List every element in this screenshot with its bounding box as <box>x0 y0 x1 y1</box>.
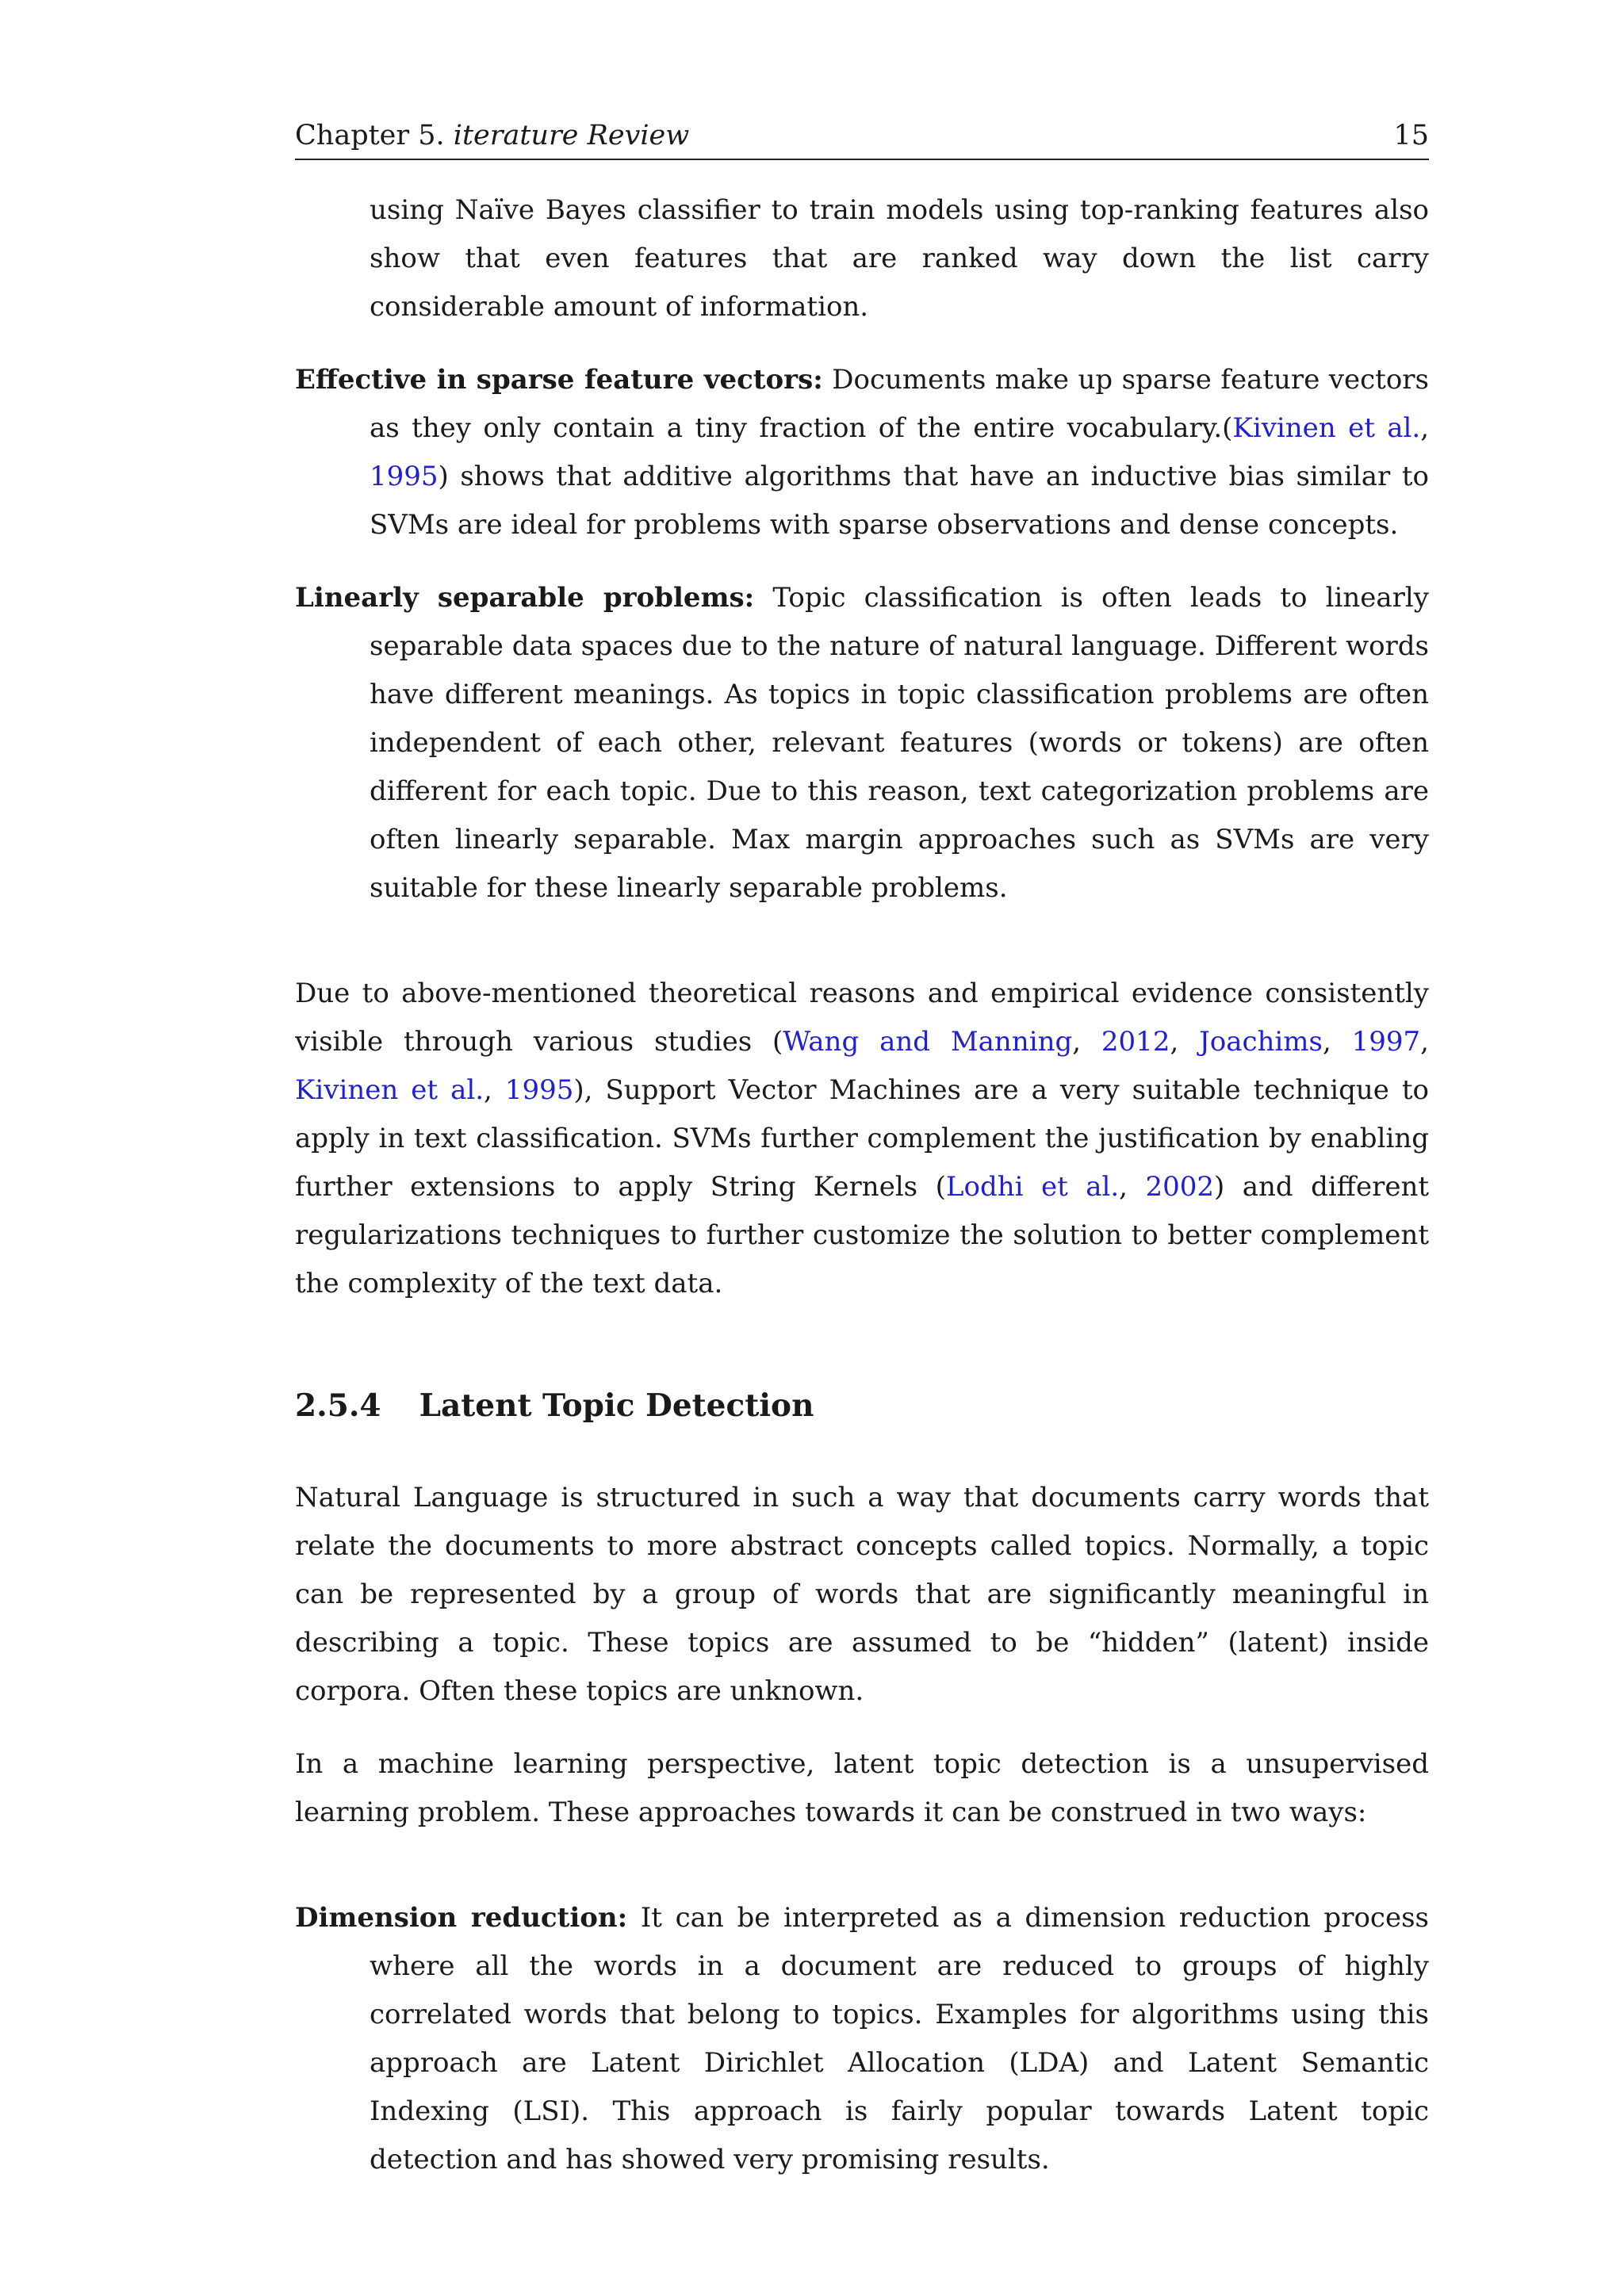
chapter-label <box>295 119 689 152</box>
item-text: It can be interpreted as a dimension reduction process where all the words in a document are reduced to groups of highly correlated words that belong to topics. Examples for algorithms using this approach are Latent Dirichlet Allocation (LDA) and Latent Semantic Indexing (LSI). This approach is fairly popular towards Latent topic detection and has showed very promising results. <box>370 1901 1429 2175</box>
section-heading <box>295 1387 1429 1425</box>
citation-link[interactable]: Kivinen et al. <box>295 1074 485 1106</box>
citation-link[interactable]: Lodhi et al. <box>945 1171 1120 1203</box>
latent-paragraph-1: Natural Language is structured in such a way that documents carry words that relate the documents to more abstract concepts called topics. Normally, a topic can be represented by a group of words that are significantly meaningful in describing a topic. These topics are assumed to be “hidden” (latent) inside corpora. Often these topics are unknown. <box>295 1481 1429 1707</box>
item-term: Linearly separable problems: <box>295 582 755 614</box>
latent-paragraph-2: In a machine learning perspective, latent topic detection is a unsupervised learning problem. These approaches towards it can be construed in two ways: <box>295 1747 1429 1828</box>
citation-year-link[interactable]: 1997 <box>1351 1026 1421 1058</box>
page-number: 15 <box>1393 120 1429 151</box>
section-number: 2.5.4 <box>295 1387 381 1424</box>
continued-paragraph: using Naïve Bayes classifier to train models using top-ranking features also show that even features that are ranked way down the list carry considerable amount of information. <box>370 194 1429 323</box>
citation-link[interactable]: Joachims <box>1199 1026 1323 1058</box>
item-dimension-reduction <box>295 1894 1429 2184</box>
item-term: Effective in sparse feature vectors: <box>295 364 823 396</box>
page <box>295 119 1429 2184</box>
citation-year-link[interactable]: 2012 <box>1101 1026 1170 1058</box>
summary-paragraph: Due to above-mentioned theoretical reasons and empirical evidence consistently visible through various studies (Wang and Manning, 2012, Joachims, 1997, Kivinen et al., 1995), Support Vector Machines are a very suitable technique to apply in text classification. SVMs further complement the justification by enabling further extensions to apply String Kernels (Lodhi et al., 2002) and different regularizations techniques to further customize the solution to better complement the complexity of the text data. <box>295 978 1430 1299</box>
citation-link[interactable]: Wang and Manning <box>783 1026 1073 1058</box>
item-text: Topic classification is often leads to linearly separable data spaces due to the nature of natural language. Different words have different meanings. As topics in topic classification problems are often independent of each other, relevant features (words or tokens) are often different for each topic. Due to this reason, text categorization problems are often linearly separable. Max margin approaches such as SVMs are very suitable for these linearly separable problems. <box>370 582 1429 904</box>
citation-year-link[interactable]: 1995 <box>370 461 439 492</box>
body <box>295 186 1429 2184</box>
chapter-title: iterature Review <box>453 120 690 151</box>
item-term: Dimension reduction: <box>295 1901 628 1934</box>
item-text: ) shows that additive algorithms that have an inductive bias similar to SVMs are ideal for problems with sparse observations and dense concepts. <box>370 461 1429 541</box>
citation-year-link[interactable]: 2002 <box>1145 1171 1214 1203</box>
citation-year-link[interactable]: 1995 <box>504 1074 574 1106</box>
item-linearly-separable <box>295 574 1429 913</box>
item-text: Documents make up sparse feature vectors as they only contain a tiny fraction of the entire vocabulary.( <box>370 364 1429 444</box>
item-sparse-feature-vectors: Effective in sparse feature vectors: Documents make up sparse feature vectors as they only contain a tiny fraction of the entire vocabulary.(Kivinen et al., 1995) shows that additive algorithms that have an inductive bias similar to SVMs are ideal for problems with sparse observations and dense concepts. <box>295 364 1430 541</box>
citation-link[interactable]: Kivinen et al. <box>1232 412 1421 444</box>
chapter-prefix: Chapter 5. <box>295 120 445 151</box>
running-header <box>295 119 1429 160</box>
section-title: Latent Topic Detection <box>419 1387 814 1424</box>
